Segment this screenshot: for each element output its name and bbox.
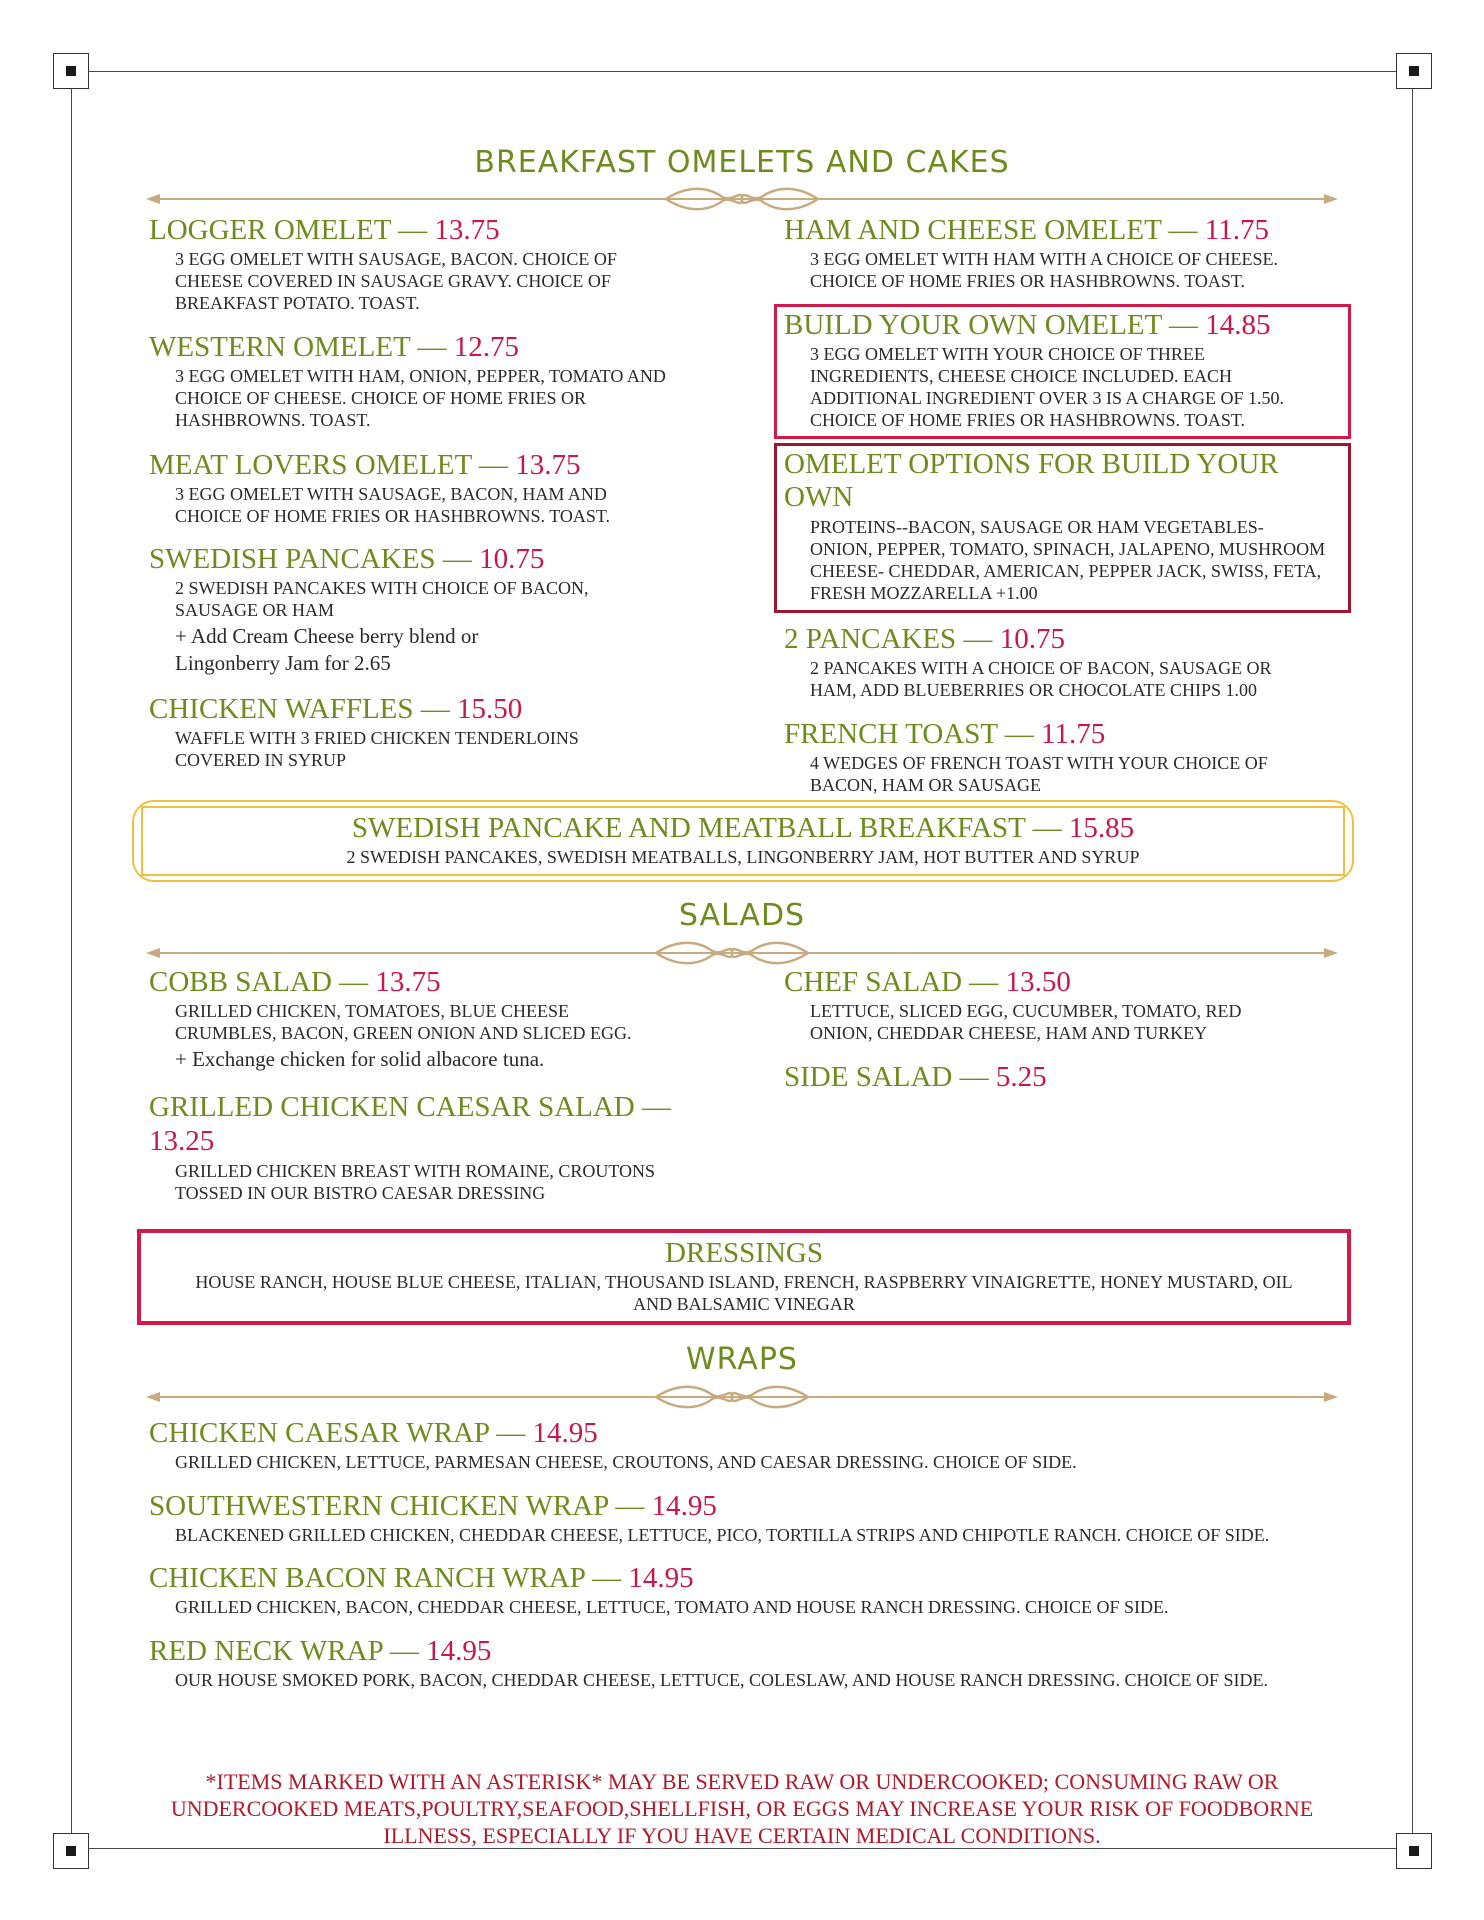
item-description: LETTUCE, SLICED EGG, CUCUMBER, TOMATO, RED ONION, CHEDDAR CHEESE, HAM AND TURKEY xyxy=(810,1001,1242,1043)
corner-mark-top-left xyxy=(53,53,89,89)
item-description: 3 EGG OMELET WITH SAUSAGE, BACON. CHOICE OF CHEESE COVERED IN SAUSAGE GRAVY. CHOICE OF BREAKFAST POTATO. TOAST. xyxy=(175,249,617,313)
item-name: SWEDISH PANCAKES — xyxy=(149,543,480,575)
item-description: OUR HOUSE SMOKED PORK, BACON, CHEDDAR CHEESE, LETTUCE, COLESLAW, AND HOUSE RANCH DRESSING. CHOICE OF SIDE. xyxy=(175,1670,1268,1690)
item-price: 13.50 xyxy=(1005,966,1071,998)
menu-item-omelet-options xyxy=(784,448,1339,604)
item-name: MEAT LOVERS OMELET — xyxy=(149,449,516,481)
item-price: 14.85 xyxy=(1205,309,1271,341)
menu-item-chicken-waffles xyxy=(149,693,669,771)
ornamental-divider-icon xyxy=(146,1382,1338,1412)
item-description: GRILLED CHICKEN, BACON, CHEDDAR CHEESE, LETTUCE, TOMATO AND HOUSE RANCH DRESSING. CHOICE OF SIDE. xyxy=(175,1597,1169,1617)
menu-item-side-salad xyxy=(784,1061,1324,1093)
item-price: 13.25 xyxy=(149,1125,215,1157)
item-price: 11.75 xyxy=(1204,214,1269,246)
item-description: PROTEINS--BACON, SAUSAGE OR HAM VEGETABLES- ONION, PEPPER, TOMATO, SPINACH, JALAPENO, MUSHROOM CHEESE- CHEDDAR, AMERICAN, PEPPER JACK, SWISS, FETA, FRESH MOZZARELLA +1.00 xyxy=(810,517,1326,603)
item-price: 12.75 xyxy=(453,331,519,363)
item-price: 13.75 xyxy=(375,966,441,998)
item-name: SIDE SALAD — xyxy=(784,1061,996,1093)
item-description: 3 EGG OMELET WITH HAM, ONION, PEPPER, TOMATO AND CHOICE OF CHEESE. CHOICE OF HOME FRIES OR HASHBROWNS. TOAST. xyxy=(175,366,666,430)
dressings-list: HOUSE RANCH, HOUSE BLUE CHEESE, ITALIAN, THOUSAND ISLAND, FRENCH, RASPBERRY VINAIGRETTE, HONEY MUSTARD, OIL AND BALSAMIC VINEGAR xyxy=(195,1272,1293,1314)
menu-item-western-omelet xyxy=(149,331,669,431)
dressings-title: DRESSINGS xyxy=(665,1237,823,1269)
item-description: 2 SWEDISH PANCAKES WITH CHOICE OF BACON, SAUSAGE OR HAM xyxy=(175,578,589,620)
menu-item-grilled-chicken-caesar-salad xyxy=(149,1090,689,1204)
item-name: SWEDISH PANCAKE AND MEATBALL BREAKFAST — xyxy=(351,812,1069,844)
item-price: 13.75 xyxy=(434,214,500,246)
ornamental-divider-icon xyxy=(146,938,1338,968)
item-name: RED NECK WRAP — xyxy=(149,1635,427,1667)
menu-item-ham-and-cheese-omelet xyxy=(784,214,1324,292)
item-price: 15.85 xyxy=(1068,812,1135,844)
menu-item-cobb-salad xyxy=(149,966,689,1073)
item-name: WESTERN OMELET — xyxy=(149,331,454,363)
menu-item-southwestern-chicken-wrap xyxy=(149,1490,1339,1546)
breakfast-section-title: BREAKFAST OMELETS AND CAKES xyxy=(474,145,1010,180)
item-name: FRENCH TOAST — xyxy=(784,718,1042,750)
menu-item-meat-lovers-omelet xyxy=(149,449,669,527)
item-price: 14.95 xyxy=(426,1635,492,1667)
item-name: CHICKEN WAFFLES — xyxy=(149,693,458,725)
item-note: + Add Cream Cheese berry blend or Lingonberry Jam for 2.65 xyxy=(175,624,479,675)
item-name: GRILLED CHICKEN CAESAR SALAD — xyxy=(149,1091,671,1123)
menu-item-swedish-pancakes xyxy=(149,543,669,677)
menu-item-swedish-pancake-meatball-breakfast xyxy=(141,812,1345,868)
item-name: HAM AND CHEESE OMELET — xyxy=(784,214,1205,246)
menu-item-chicken-bacon-ranch-wrap xyxy=(149,1562,1339,1618)
item-description: 3 EGG OMELET WITH YOUR CHOICE OF THREE INGREDIENTS, CHEESE CHOICE INCLUDED. EACH ADDITIONAL INGREDIENT OVER 3 IS A CHARGE OF 1.50. CHOICE OF HOME FRIES OR HASHBROWNS. TOAST. xyxy=(810,344,1284,430)
item-name: CHICKEN BACON RANCH WRAP — xyxy=(149,1562,629,1594)
corner-mark-top-right xyxy=(1396,53,1432,89)
corner-mark-bottom-left xyxy=(53,1833,89,1869)
item-description: WAFFLE WITH 3 FRIED CHICKEN TENDERLOINS COVERED IN SYRUP xyxy=(175,728,579,770)
item-name: CHEF SALAD — xyxy=(784,966,1006,998)
raw-food-warning: *ITEMS MARKED WITH AN ASTERISK* MAY BE SERVED RAW OR UNDERCOOKED; CONSUMING RAW OR UNDERCOOKED MEATS,POULTRY,SEAFOOD,SHELLFISH, OR EGGS MAY INCREASE YOUR RISK OF FOODBORNE ILLNESS, ESPECIALLY IF YOU HAVE CERTAIN MEDICAL CONDITIONS. xyxy=(170,1769,1314,1848)
item-description: 3 EGG OMELET WITH HAM WITH A CHOICE OF CHEESE. CHOICE OF HOME FRIES OR HASHBROWNS. TOAST. xyxy=(810,249,1278,291)
item-price: 14.95 xyxy=(628,1562,694,1594)
item-description: 2 PANCAKES WITH A CHOICE OF BACON, SAUSAGE OR HAM, ADD BLUEBERRIES OR CHOCOLATE CHIPS 1.00 xyxy=(810,658,1272,700)
corner-mark-bottom-right xyxy=(1396,1833,1432,1869)
menu-item-red-neck-wrap xyxy=(149,1635,1299,1691)
item-name: CHICKEN CAESAR WRAP — xyxy=(149,1417,533,1449)
menu-item-2-pancakes xyxy=(784,623,1324,701)
menu-item-french-toast xyxy=(784,718,1324,796)
dressings-panel xyxy=(141,1237,1347,1315)
item-price: 10.75 xyxy=(479,543,545,575)
item-price: 10.75 xyxy=(999,623,1065,655)
menu-item-chicken-caesar-wrap xyxy=(149,1417,1339,1473)
item-name: OMELET OPTIONS FOR BUILD YOUR OWN xyxy=(784,448,1279,513)
menu-item-logger-omelet xyxy=(149,214,669,314)
item-price: 11.75 xyxy=(1041,718,1106,750)
item-name: SOUTHWESTERN CHICKEN WRAP — xyxy=(149,1490,652,1522)
menu-item-build-your-own-omelet xyxy=(784,309,1339,431)
menu-item-chef-salad xyxy=(784,966,1324,1044)
item-name: LOGGER OMELET — xyxy=(149,214,435,246)
item-name: 2 PANCAKES — xyxy=(784,623,1000,655)
item-name: BUILD YOUR OWN OMELET — xyxy=(784,309,1206,341)
item-description: 4 WEDGES OF FRENCH TOAST WITH YOUR CHOICE OF BACON, HAM OR SAUSAGE xyxy=(810,753,1268,795)
item-note: + Exchange chicken for solid albacore tuna. xyxy=(175,1047,545,1071)
item-price: 13.75 xyxy=(515,449,581,481)
item-price: 5.25 xyxy=(995,1061,1047,1093)
item-description: 2 SWEDISH PANCAKES, SWEDISH MEATBALLS, LINGONBERRY JAM, HOT BUTTER AND SYRUP xyxy=(346,847,1140,867)
ornamental-divider-icon xyxy=(146,184,1338,214)
item-price: 14.95 xyxy=(532,1417,598,1449)
item-price: 14.95 xyxy=(651,1490,717,1522)
item-description: GRILLED CHICKEN, LETTUCE, PARMESAN CHEESE, CROUTONS, AND CAESAR DRESSING. CHOICE OF SIDE. xyxy=(175,1452,1077,1472)
item-description: BLACKENED GRILLED CHICKEN, CHEDDAR CHEESE, LETTUCE, PICO, TORTILLA STRIPS AND CHIPOTLE RANCH. CHOICE OF SIDE. xyxy=(175,1525,1270,1545)
item-description: GRILLED CHICKEN BREAST WITH ROMAINE, CROUTONS TOSSED IN OUR BISTRO CAESAR DRESSING xyxy=(175,1161,656,1203)
item-price: 15.50 xyxy=(457,693,523,725)
salads-section-title: SALADS xyxy=(678,898,806,933)
item-name: COBB SALAD — xyxy=(149,966,376,998)
item-description: GRILLED CHICKEN, TOMATOES, BLUE CHEESE CRUMBLES, BACON, GREEN ONION AND SLICED EGG. xyxy=(175,1001,632,1043)
item-description: 3 EGG OMELET WITH SAUSAGE, BACON, HAM AND CHOICE OF HOME FRIES OR HASHBROWNS. TOAST. xyxy=(175,484,611,526)
wraps-section-title: WRAPS xyxy=(686,1342,798,1377)
